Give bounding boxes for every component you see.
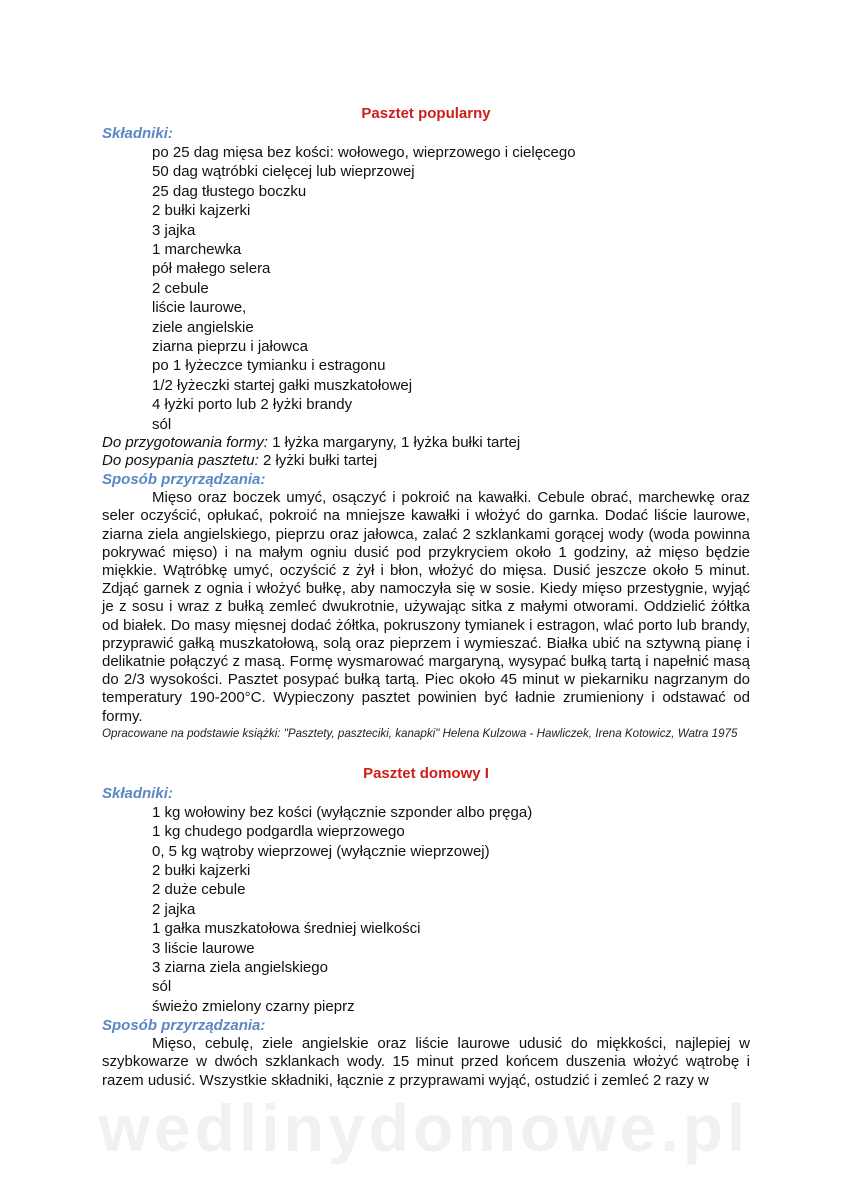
ingredients-heading: Składniki: [102, 784, 173, 802]
ingredient-item: 25 dag tłustego boczku [152, 182, 307, 200]
recipe-title: Pasztet domowy I [363, 764, 489, 782]
recipe-1 [102, 104, 750, 742]
ingredient-item: 3 liście laurowe [152, 939, 255, 957]
ingredient-item: sól [152, 978, 172, 996]
source-citation: Opracowane na podstawie książki: "Pasztety, paszteciki, kanapki" Helena Kulzowa - Hawliczek, Irena Kotowicz, Watra 1975 [102, 726, 738, 740]
form-note [102, 434, 750, 452]
watermark: wedlinydomowe.pl [98, 1091, 750, 1165]
ingredient-item: 4 łyżki porto lub 2 łyżki brandy [152, 396, 353, 414]
document-page [102, 104, 750, 1090]
ingredient-item: 2 jajka [152, 900, 196, 918]
ingredient-item: 2 bułki kajzerki [152, 861, 251, 879]
ingredient-item: 2 duże cebule [152, 881, 246, 899]
preparation-text: Mięso, cebulę, ziele angielskie oraz liście laurowe udusić do miękkości, najlepiej w szybkowarze w dwóch szklankach wody. 15 minut przed końcem duszenia włożyć wątrobę i razem udusić. Wszystkie składniki, łącznie z przyprawami wyjąć, ostudzić i zemleć 2 razy w [102, 1035, 750, 1089]
form-note-label: Do przygotowania formy: [102, 434, 268, 452]
ingredient-item: 1 kg chudego podgardla wieprzowego [152, 823, 405, 841]
ingredient-item: 0, 5 kg wątroby wieprzowej (wyłącznie wieprzowej) [152, 842, 490, 860]
preparation-heading: Sposób przyrządzania: [102, 1017, 266, 1035]
ingredient-item: świeżo zmielony czarny pieprz [152, 997, 355, 1015]
ingredient-item: 3 jajka [152, 221, 196, 239]
sprinkle-note [102, 452, 750, 470]
ingredients-list [102, 803, 750, 1016]
ingredient-item: ziele angielskie [152, 318, 254, 336]
preparation-heading: Sposób przyrządzania: [102, 471, 266, 489]
ingredient-item: 50 dag wątróbki cielęcej lub wieprzowej [152, 163, 415, 181]
ingredients-list [102, 143, 750, 434]
recipe-title: Pasztet popularny [361, 105, 491, 122]
ingredient-item: pół małego selera [152, 260, 271, 278]
sprinkle-note-label: Do posypania pasztetu: [102, 452, 259, 470]
ingredient-item: 3 ziarna ziela angielskiego [152, 958, 328, 976]
preparation-text: Mięso oraz boczek umyć, osączyć i pokroić na kawałki. Cebule obrać, marchewkę oraz seler oczyścić, opłukać, pokroić na mniejsze kawałki i włożyć do garnka. Dodać liście laurowe, ziarna ziela angielskiego, pieprzu oraz jałowca, zalać 2 szklankami gorącej wody (woda powinna pokrywać mięso) i na małym ogniu dusić pod przykryciem około 1 godziny, aż mięso będzie miękkie. Wątróbkę umyć, oczyścić z żył i błon, włożyć do mięsa. Dusić jeszcze około 5 minut. Zdjąć garnek z ognia i włożyć bułkę, aby namoczyła się w sosie. Kiedy mięso przestygnie, wyjąć je z sosu i wraz z bułką zemleć dwukrotnie, używając sitka z małymi otworami. Oddzielić żółtka od białek. Do masy mięsnej dodać żółtka, pokruszony tymianek i estragon, wlać porto lub brandy, przyprawić gałką muszkatołową, solą oraz pieprzem i wymieszać. Białka ubić na sztywną pianę i delikatnie połączyć z masą. Formę wysmarować margaryną, wysypać bułką tartą i napełnić masą do 2/3 wysokości. Pasztet posypać bułką tartą. Piec około 45 minut w piekarniku nagrzanym do temperatury 190-200°C. Wypieczony pasztet powinien być ładnie zrumieniony i odstawać od formy. [102, 489, 750, 725]
ingredient-item: liście laurowe, [152, 299, 247, 317]
ingredient-item: 2 bułki kajzerki [152, 202, 251, 220]
ingredient-item: 1 kg wołowiny bez kości (wyłącznie szponder albo pręga) [152, 803, 533, 821]
form-note-text: 1 łyżka margaryny, 1 łyżka bułki tartej [267, 434, 521, 452]
ingredient-item: sól [152, 415, 172, 433]
ingredient-item: 1 gałka muszkatołowa średniej wielkości [152, 920, 421, 938]
ingredient-item: 1/2 łyżeczki startej gałki muszkatołowej [152, 376, 413, 394]
sprinkle-note-text: 2 łyżki bułki tartej [258, 452, 378, 470]
ingredient-item: 2 cebule [152, 279, 209, 297]
recipe-2 [102, 764, 750, 1090]
ingredient-item: 1 marchewka [152, 241, 242, 259]
ingredient-item: ziarna pieprzu i jałowca [152, 338, 308, 356]
ingredient-item: po 1 łyżeczce tymianku i estragonu [152, 357, 386, 375]
ingredients-heading: Składniki: [102, 125, 173, 142]
ingredient-item: po 25 dag mięsa bez kości: wołowego, wieprzowego i cielęcego [152, 144, 576, 161]
